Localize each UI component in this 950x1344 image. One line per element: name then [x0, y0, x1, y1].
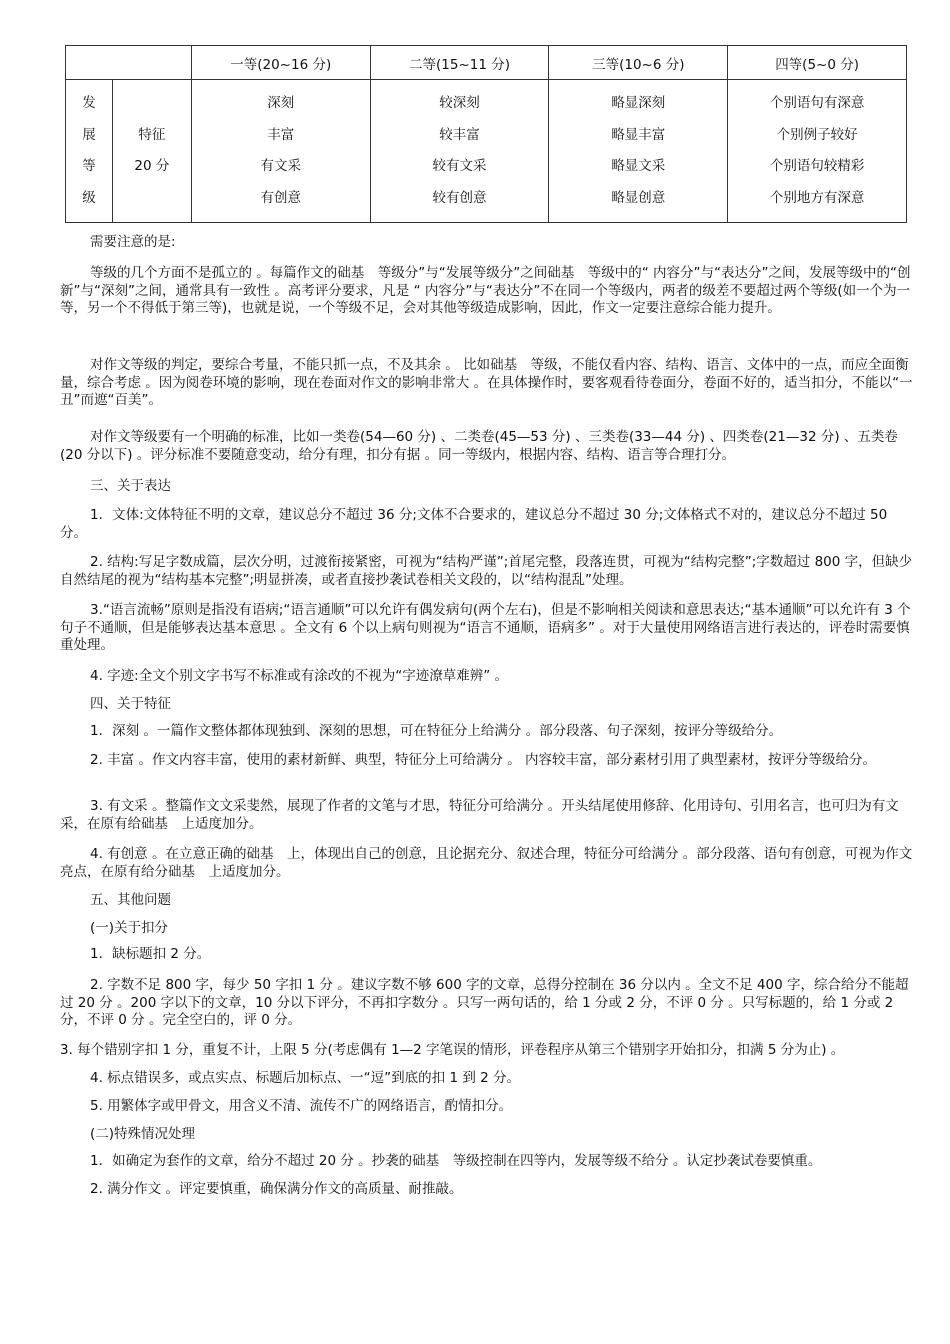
paragraph: 2. 字数不足 800 字，每少 50 字扣 1 分 。建议字数不够 600 字的文章，总得分控制在 36 分以内 。全文不足 400 字，综合给分不能超过 20 分 。200 字以下的文章，10 分以下评分，不再扣字数分 。只写一两句话的，给 1 分或 2 分，不评 0 分 。只写标题的，给 1 分或 2 分，不评 0 分 。完全空白的，评 0 分。: [60, 977, 909, 1028]
cell-text: 较深刻: [439, 95, 480, 111]
paragraph: 2. 丰富 。作文内容丰富，使用的素材新鲜、典型，特征分上可给满分 。 内容较丰富，部分素材引用了典型素材，按评分等级给分。: [90, 752, 877, 768]
paragraph: 4. 标点错误多，或点实点、标题后加标点、一“逗”到底的扣 1 到 2 分。: [90, 1070, 521, 1086]
cell-text: 略显深刻: [611, 95, 666, 111]
row-group-char: 级: [82, 189, 96, 206]
cell-text: 略显丰富: [611, 126, 666, 143]
paragraph: 2. 结构:写足字数成篇，层次分明，过渡衔接紧密，可视为“结构严谨”;首尾完整，段落连贯，可视为“结构完整”;字数超过 800 字，但缺少自然结尾的视为“结构基本完整”;明显拼凑，或者直接抄袭试卷相关文段的，以“结构混乱”处理。: [60, 554, 913, 588]
cell-text: 略显创意: [611, 189, 666, 206]
subsection-heading: (一)关于扣分: [90, 920, 169, 936]
cell-text: 较丰富: [439, 126, 480, 143]
cell-text: 丰富: [267, 126, 295, 143]
paragraph: 1．深刻 。一篇作文整体都体现独到、深刻的思想，可在特征分上给满分 。部分段落、句子深刻，按评分等级给分。: [90, 723, 783, 739]
row-group-char: 展: [82, 126, 96, 143]
row-label-text: 特征: [138, 126, 166, 143]
row-group-char: 发: [82, 95, 96, 111]
paragraph: 4. 有创意 。在立意正确的础基 上，体现出自己的创意，且论据充分、叙述合理，特征分可给满分 。部分段落、语句有创意，可视为作文亮点，在原有给分础基 上适度加分。: [60, 846, 913, 880]
row-label: [112, 80, 191, 223]
row-group-char: 等: [82, 158, 96, 174]
table-cell-grade-2: [370, 80, 549, 223]
table-cell-grade-1: [191, 80, 370, 223]
cell-text: 个别地方有深意: [769, 189, 865, 206]
table-row: [66, 80, 907, 223]
table-header-grade-3: 三等(10~6 分): [549, 46, 728, 80]
cell-text: 有文采: [260, 158, 301, 174]
table-cell-grade-3: [549, 80, 728, 223]
cell-text: 较有文采: [432, 158, 487, 174]
paragraph: 3. 每个错别字扣 1 分，重复不计，上限 5 分(考虑偶有 1—2 字笔误的情形，评卷程序从第三个错别字开始扣分，扣满 5 分为止) 。: [60, 1042, 845, 1058]
paragraph: 对作文等级的判定，要综合考量，不能只抓一点，不及其余 。 比如础基 等级，不能仅看内容、结构、语言、文体中的一点，而应全面衡量，综合考虑 。因为阅卷环境的影响，现在卷面对作文的影响非常大 。在具体操作时，要客观看待卷面分，卷面不好的，适当扣分，不能以“一丑”而遮“百美”。: [60, 357, 913, 408]
subsection-heading: (二)特殊情况处理: [90, 1126, 196, 1142]
table-header-grade-1: 一等(20~16 分): [191, 46, 370, 80]
section-heading: 五、其他问题: [90, 892, 171, 908]
grading-table: [65, 45, 907, 223]
cell-text: 个别例子较好: [776, 126, 858, 143]
cell-text: 较有创意: [432, 189, 487, 206]
paragraph: 3.“语言流畅”原则是指没有语病;“语言通顺”可以允许有偶发病句(两个左右)，但是不影响相关阅读和意思表达;“基本通顺”可以允许有 3 个句子不通顺，但是能够表达基本意思 。全文有 6 个以上病句则视为“语言不通顺，语病多” 。对于大量使用网络语言进行表达的，评卷时需要慎重处理。: [60, 602, 911, 653]
paragraph: 1．文体:文体特征不明的文章，建议总分不超过 36 分;文体不合要求的，建议总分不超过 30 分;文体格式不对的，建议总分不超过 50 分。: [60, 507, 888, 541]
table-cell-grade-4: [728, 80, 907, 223]
paragraph: 2. 满分作文 。评定要慎重，确保满分作文的高质量、耐推敲。: [90, 1181, 463, 1197]
section-heading: 三、关于表达: [90, 478, 171, 494]
cell-text: 个别语句有深意: [769, 95, 865, 111]
note-heading: 需要注意的是:: [90, 234, 176, 250]
table-header-grade-2: 二等(15~11 分): [370, 46, 549, 80]
paragraph: 1．缺标题扣 2 分。: [90, 946, 211, 962]
cell-text: 略显文采: [611, 158, 666, 174]
section-heading: 四、关于特征: [90, 696, 171, 712]
paragraph: 4. 字迹:全文个别文字书写不标准或有涂改的不视为“字迹潦草难辨” 。: [90, 668, 508, 684]
table-header-empty: [66, 46, 192, 80]
cell-text: 有创意: [260, 189, 301, 206]
cell-text: 深刻: [267, 95, 295, 111]
table-header-row: [66, 46, 907, 80]
paragraph: 5. 用繁体字或甲骨文，用含义不清、流传不广的网络语言，酌情扣分。: [90, 1098, 513, 1114]
row-label-score: 20 分: [134, 158, 170, 174]
paragraph: 对作文等级要有一个明确的标准，比如一类卷(54—60 分) 、二类卷(45—53 分) 、三类卷(33—44 分) 、四类卷(21—32 分) 、五类卷(20 分以下) 。评分标准不要随意变动，给分有理，扣分有据 。同一等级内，根据内容、结构、语言等合理打分。: [60, 429, 898, 463]
paragraph: 1．如确定为套作的文章，给分不超过 20 分 。抄袭的础基 等级控制在四等内，发展等级不给分 。认定抄袭试卷要慎重。: [90, 1153, 822, 1169]
paragraph: 3. 有文采 。整篇作文文采斐然，展现了作者的文笔与才思，特征分可给满分 。开头结尾使用修辞、化用诗句、引用名言，也可归为有文采，在原有给础基 上适度加分。: [60, 798, 899, 832]
cell-text: 个别语句较精彩: [769, 158, 865, 174]
paragraph: 等级的几个方面不是孤立的 。每篇作文的础基 等级分”与“发展等级分”之间础基 等级中的“ 内容分”与“表达分”之间，发展等级中的“创新”与“深刻”之间，通常具有一致性 。高考评分要求，凡是 “ 内容分”与“表达分”不在同一个等级内，两者的级差不要超过两个等级(如一个为一等，另一个不得低于第三等)，也就是说，一个等级不足，会对其他等级造成影响，因此，作文一定要注意综合能力提升。: [60, 265, 911, 316]
table-header-grade-4: 四等(5~0 分): [728, 46, 907, 80]
row-group-label: [66, 80, 113, 223]
